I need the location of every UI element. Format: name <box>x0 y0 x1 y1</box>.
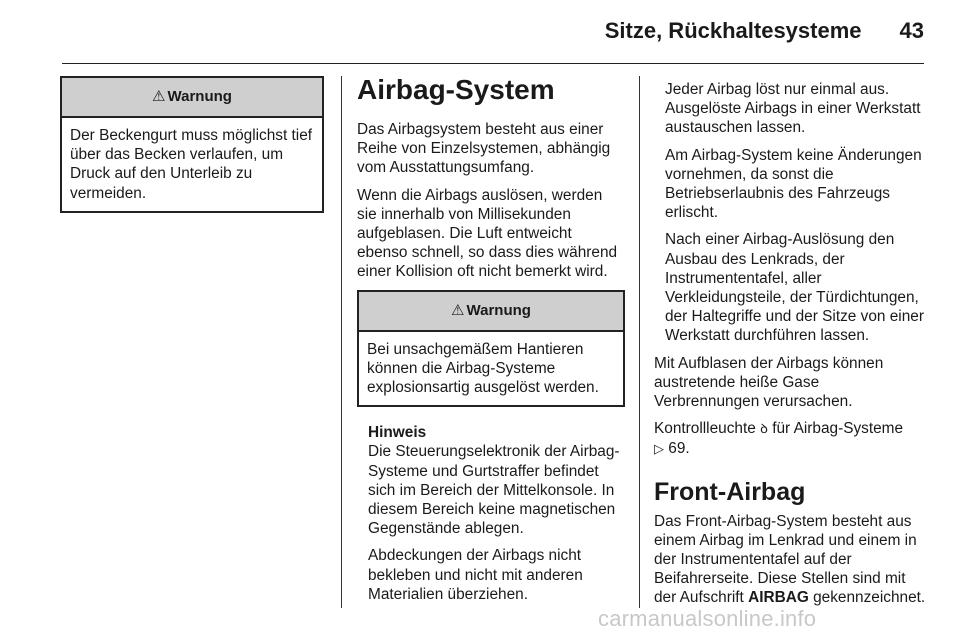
column-divider-2 <box>639 76 640 608</box>
warning-triangle-icon: ⚠ <box>152 88 166 106</box>
paragraph: Am Airbag-System keine Änderungen vornehmen, da sonst die Betriebserlaubnis des Fahrzeugs erlischt. <box>665 146 922 222</box>
page-reference-arrow-icon: ▷ <box>654 442 664 458</box>
page-title: Sitze, Rückhaltesysteme <box>604 18 862 43</box>
paragraph: Das Airbagsystem besteht aus einer Reihe von Einzelsystemen, abhängig vom Ausstattungsumfang. <box>357 121 611 177</box>
paragraph <box>654 512 926 608</box>
warning-label: Warnung <box>466 302 531 320</box>
header-divider <box>62 63 924 64</box>
warning-box <box>60 76 324 213</box>
airbag-warning-light-icon: ꝺ <box>760 422 768 438</box>
section-heading: Front-Airbag <box>654 477 806 506</box>
paragraph: Nach einer Airbag-Auslösung den Ausbau des Lenkrads, der Instrumententafel, aller Verkleidungsteile, der Türdichtungen, der Haltegriffe und der Sitze von einer Werkstatt durchführen lassen. <box>665 231 924 345</box>
warning-header <box>62 78 322 118</box>
airbag-label: AIRBAG <box>748 589 809 607</box>
paragraph-text: für Airbag-Systeme <box>772 420 904 438</box>
page-reference[interactable]: 69. <box>668 440 690 458</box>
warning-text: Bei unsachgemäßem Hantieren können die Airbag-Systeme explosionsartig ausgelöst werden. <box>367 340 599 397</box>
hinweis-paragraph: Abdeckungen der Airbags nicht bekleben und nicht mit anderen Materialien überziehen. <box>368 547 583 603</box>
warning-triangle-icon: ⚠ <box>451 302 465 320</box>
section-heading: Airbag-System <box>357 74 555 105</box>
paragraph: Wenn die Airbags auslösen, werden sie innerhalb von Millisekunden aufgeblasen. Die Luft entweicht ebenso schnell, so dass dies während einer Kollision oft nicht bemerkt wird. <box>357 186 618 281</box>
warning-box <box>357 290 625 408</box>
page-number: 43 <box>899 18 924 43</box>
column-3 <box>654 80 926 616</box>
watermark: carmanualsonline.info <box>598 606 817 631</box>
page-header <box>0 18 924 48</box>
paragraph-text: Das Front-Airbag-System besteht aus einem Airbag im Lenkrad und einem in der Instrumententafel auf der Beifahrerseite. Diese Stellen sind mit der Aufschrift <box>654 512 917 607</box>
paragraph-text: Kontrollleuchte <box>654 420 756 438</box>
column-1 <box>60 76 324 213</box>
paragraph-text: gekennzeichnet. <box>813 589 926 607</box>
warning-label: Warnung <box>167 88 232 106</box>
paragraph <box>654 419 926 459</box>
warning-text: Der Beckengurt muss möglichst tief über das Becken verlaufen, um Druck auf den Unterleib zu vermeiden. <box>70 127 313 202</box>
column-2 <box>357 74 625 612</box>
column-divider-1 <box>341 76 342 608</box>
paragraph: Jeder Airbag löst nur einmal aus. Ausgelöste Airbags in einer Werkstatt austauschen lassen. <box>665 81 921 137</box>
indented-block <box>654 80 926 346</box>
hinweis-label: Hinweis <box>368 424 427 442</box>
hinweis-paragraph: Die Steuerungselektronik der Airbag-Systeme und Gurtstraffer befindet sich im Bereich der Mittelkonsole. In diesem Bereich keine magnetischen Gegenstände ablegen. <box>368 443 620 538</box>
paragraph: Mit Aufblasen der Airbags können austretende heiße Gase Verbrennungen verursachen. <box>654 354 884 411</box>
hinweis-block <box>357 423 625 604</box>
warning-header <box>359 292 623 332</box>
